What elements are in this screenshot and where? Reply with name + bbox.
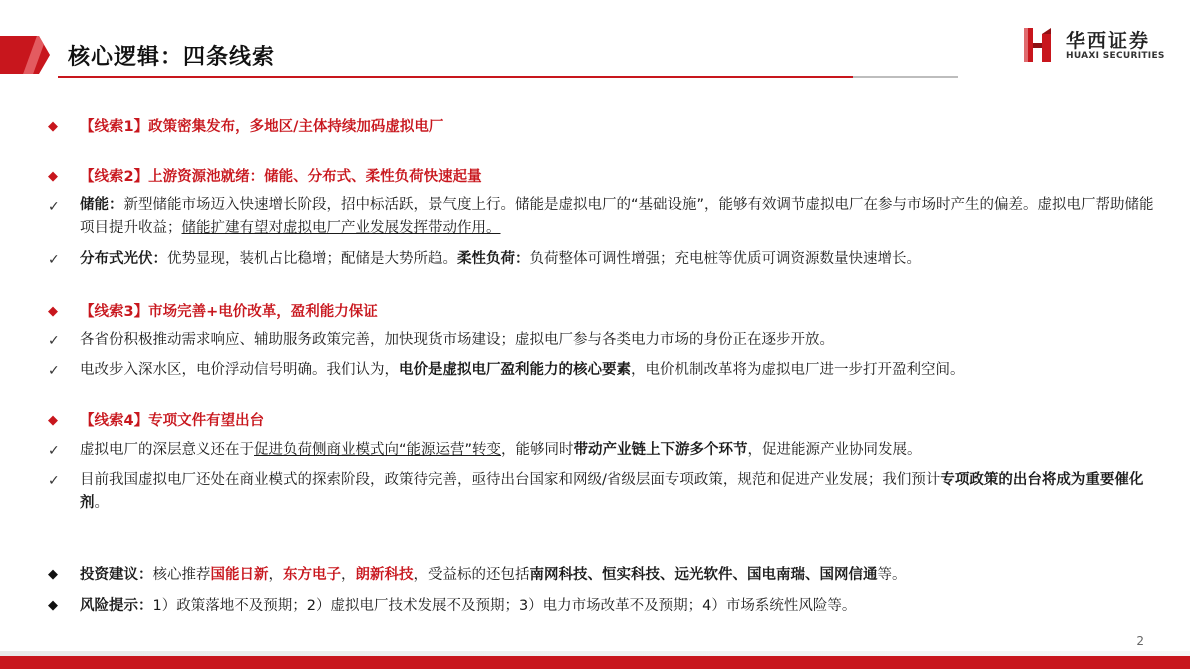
- advice-lead: 核心推荐: [152, 567, 211, 583]
- advice-rec1: 国能日新: [210, 567, 269, 583]
- check-bullet-icon: ✓: [48, 473, 60, 489]
- risk-text: [80, 596, 856, 616]
- advice-end: 等。: [877, 567, 907, 583]
- clue2-point2-text2: 负荷整体可调性增强；充电桩等优质可调资源数量快速增长。: [529, 251, 921, 267]
- title-accent-tab: [0, 36, 50, 74]
- clue3-point2-c: ，电价机制改革将为虚拟电厂进一步打开盈利空间。: [631, 362, 965, 378]
- check-bullet-icon: ✓: [48, 363, 60, 379]
- advice-rec3: 朗新科技: [355, 567, 414, 583]
- clue4-point2-bold: 专项政策的出台将成为重要催化剂: [80, 472, 1144, 511]
- clue2-point2-text1: 优势显现，装机占比稳增；配储是大势所趋。: [167, 251, 457, 267]
- check-bullet-icon: ✓: [48, 443, 60, 459]
- advice-mid: ，受益标的还包括: [413, 567, 530, 583]
- diamond-bullet-icon: ◆: [48, 304, 58, 319]
- check-bullet-icon: ✓: [48, 199, 60, 215]
- clue2-point1-underlined: 储能扩建有望对虚拟电厂产业发展发挥带动作用。: [181, 220, 501, 236]
- clue4-point2: [80, 469, 1155, 515]
- clue3-point2-bold: 电价是虚拟电厂盈利能力的核心要素: [399, 362, 631, 378]
- advice-text: [80, 565, 907, 585]
- clue2-point1-label: 储能：: [80, 197, 124, 213]
- risk-body: 1）政策落地不及预期；2）虚拟电厂技术发展不及预期；3）电力市场改革不及预期；4）市场系统性风险等。: [152, 598, 857, 614]
- diamond-bullet-icon: ◆: [48, 119, 58, 134]
- huaxi-logo: [1022, 26, 1172, 66]
- logo-chinese-name: 华西证券: [1066, 30, 1151, 52]
- clue3-point2: [80, 359, 1155, 382]
- risk-label: 风险提示：: [80, 598, 153, 614]
- clue2-point2-label1: 分布式光伏：: [80, 251, 167, 267]
- clue2-point2-label2: 柔性负荷：: [457, 251, 530, 267]
- clue3-point1: 各省份积极推动需求响应、辅助服务政策完善，加快现货市场建设；虚拟电厂参与各类电力市场的身份正在逐步开放。: [80, 332, 834, 348]
- clue4-point1-bold: 带动产业链上下游多个环节: [573, 442, 748, 458]
- clue2-title: 【线索2】上游资源池就绪：储能、分布式、柔性负荷快速起量: [80, 169, 482, 185]
- diamond-bullet-icon: ◆: [48, 598, 58, 613]
- clue4-point1-underlined: 促进负荷侧商业模式向“能源运营”转变: [254, 442, 502, 458]
- diamond-bullet-icon: ◆: [48, 567, 58, 582]
- advice-beneficiaries: 南网科技、恒实科技、远光软件、国电南瑞、国网信通: [529, 567, 878, 583]
- footer-red-bar: [0, 656, 1190, 669]
- advice-sep2: ，: [341, 567, 356, 583]
- clue2-point1-text: 新型储能市场迈入快速增长阶段，招中标活跃，景气度上行。储能是虚拟电厂的“基础设施”，能够有效调节虚拟电厂在参与市场时产生的偏差。虚拟电厂帮助储能项目提升收益；: [80, 197, 1154, 236]
- diamond-bullet-icon: ◆: [48, 169, 58, 184]
- title-divider-red: [58, 76, 853, 78]
- check-bullet-icon: ✓: [48, 252, 60, 268]
- advice-label: 投资建议：: [80, 567, 153, 583]
- page-title: 核心逻辑：四条线索: [68, 45, 276, 70]
- clue3-point2-a: 电改步入深水区，电价浮动信号明确。我们认为，: [80, 362, 399, 378]
- page-number: 2: [1136, 634, 1144, 648]
- clue4-point2-a: 目前我国虚拟电厂还处在商业模式的探索阶段，政策待完善，亟待出台国家和网级/省级层面专项政策，规范和促进产业发展；我们预计: [80, 472, 941, 488]
- huaxi-logo-icon: [1022, 26, 1056, 64]
- diamond-bullet-icon: ◆: [48, 413, 58, 428]
- clue2-point2: [80, 248, 1155, 271]
- title-divider-grey: [853, 76, 958, 78]
- clue3-title: 【线索3】市场完善+电价改革，盈利能力保证: [80, 304, 378, 320]
- clue4-point1: [80, 439, 1155, 462]
- clue4-point1-a: 虚拟电厂的深层意义还在于: [80, 442, 254, 458]
- clue2-point1: [80, 194, 1155, 240]
- clue4-title: 【线索4】专项文件有望出台: [80, 413, 265, 429]
- logo-english-name: HUAXI SECURITIES: [1066, 51, 1165, 61]
- advice-sep1: ，: [268, 567, 283, 583]
- clue4-point1-b: ，能够同时: [501, 442, 574, 458]
- clue4-point1-c: ，促进能源产业协同发展。: [747, 442, 922, 458]
- check-bullet-icon: ✓: [48, 333, 60, 349]
- advice-rec2: 东方电子: [283, 567, 341, 583]
- clue4-point2-end: 。: [94, 495, 109, 511]
- clue1-title: 【线索1】政策密集发布，多地区/主体持续加码虚拟电厂: [80, 119, 444, 135]
